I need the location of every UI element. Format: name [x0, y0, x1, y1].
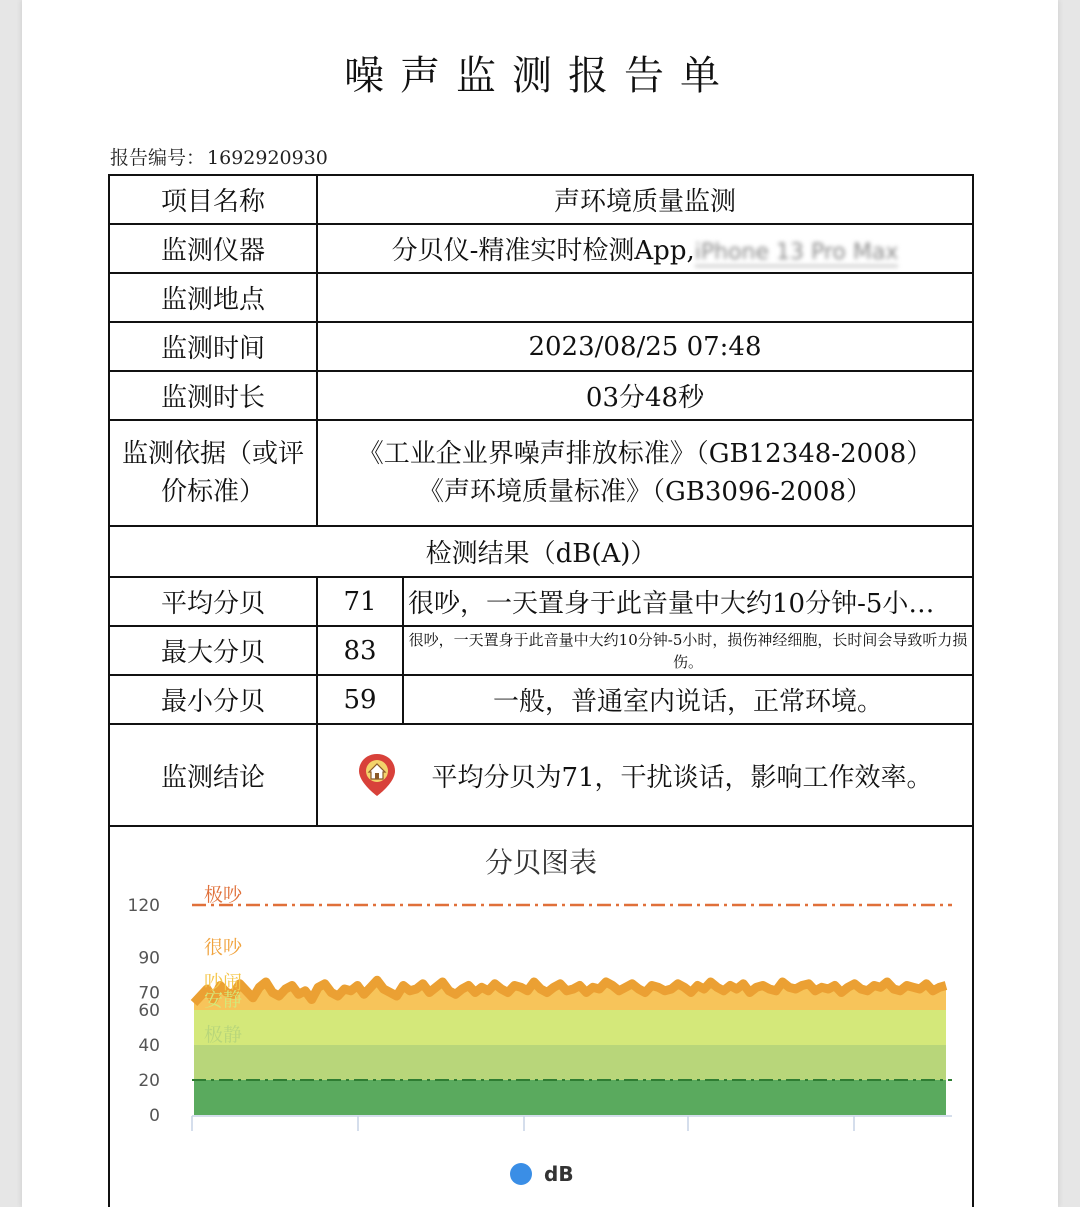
conclusion-label: 监测结论	[109, 724, 317, 826]
legend-label: dB	[544, 1162, 574, 1186]
y-tick-label-90: 90	[138, 948, 160, 969]
home-location-pin-icon	[357, 752, 397, 798]
location-value	[317, 273, 973, 322]
row-result-min	[109, 675, 973, 724]
result-min-label: 最小分贝	[109, 675, 317, 724]
zone-label-60: 安静	[204, 989, 243, 1011]
y-tick-label-120: 120	[127, 896, 160, 916]
y-tick-label-20: 20	[138, 1071, 160, 1091]
result-max-desc: 很吵，一天置身于此音量中大约10分钟-5小时，损伤神经细胞，长时间会导致听力损伤。	[403, 626, 973, 675]
zone-label-40: 极静	[204, 1024, 243, 1046]
result-max-value: 83	[317, 626, 403, 675]
band-base	[194, 1080, 946, 1115]
row-location	[109, 273, 973, 322]
chart-legend[interactable]	[510, 1162, 574, 1186]
row-result-avg	[109, 577, 973, 626]
y-tick-label-0: 0	[149, 1106, 160, 1126]
results-header: 检测结果（dB(A)）	[109, 526, 973, 577]
instrument-label: 监测仪器	[109, 224, 317, 273]
y-tick-label-60: 60	[138, 1001, 160, 1021]
row-basis	[109, 420, 973, 526]
duration-value: 03分48秒	[317, 371, 973, 420]
location-label: 监测地点	[109, 273, 317, 322]
report-number-label: 报告编号：	[110, 147, 206, 169]
row-results-header	[109, 526, 973, 577]
basis-standard-2: 《声环境质量标准》（GB3096-2008）	[418, 477, 872, 507]
chart-title: 分贝图表	[485, 846, 598, 879]
basis-value	[317, 420, 973, 526]
band-20-40	[194, 1045, 946, 1080]
time-value: 2023/08/25 07:48	[317, 322, 973, 371]
duration-label: 监测时长	[109, 371, 317, 420]
instrument-device: iPhone 13 Pro Max	[694, 240, 899, 265]
report-number	[108, 143, 328, 170]
result-avg-label: 平均分贝	[109, 577, 317, 626]
report-table	[108, 174, 974, 1207]
result-min-value: 59	[317, 675, 403, 724]
conclusion-value	[317, 724, 973, 826]
band-40-60	[194, 1010, 946, 1045]
y-tick-label-70: 70	[138, 983, 160, 1004]
result-avg-value: 71	[317, 577, 403, 626]
instrument-value	[317, 224, 973, 273]
y-tick-label-40: 40	[138, 1036, 160, 1056]
zone-label-70: 吵闹	[204, 971, 243, 994]
row-time	[109, 322, 973, 371]
legend-dot-icon	[510, 1163, 532, 1185]
report-number-value: 1692920930	[207, 147, 328, 169]
row-duration	[109, 371, 973, 420]
basis-standard-1: 《工业企业界噪声排放标准》（GB12348-2008）	[357, 439, 933, 469]
zone-label-90: 很吵	[204, 936, 243, 959]
time-label: 监测时间	[109, 322, 317, 371]
basis-label: 监测依据（或评价标准）	[109, 420, 317, 526]
chart-cell	[109, 826, 973, 1207]
row-chart	[109, 826, 973, 1207]
result-min-desc: 一般，普通室内说话，正常环境。	[403, 675, 973, 724]
row-instrument	[109, 224, 973, 273]
instrument-app: 分贝仪-精准实时检测App,	[391, 236, 695, 266]
report-title: 噪声监测报告单	[344, 53, 736, 99]
project-value: 声环境质量监测	[317, 175, 973, 224]
conclusion-text: 平均分贝为71，干扰谈话，影响工作效率。	[431, 762, 933, 793]
project-label: 项目名称	[109, 175, 317, 224]
row-result-max	[109, 626, 973, 675]
zone-label-120: 极吵	[204, 884, 243, 906]
row-project	[109, 175, 973, 224]
row-conclusion	[109, 724, 973, 826]
result-max-label: 最大分贝	[109, 626, 317, 675]
decibel-chart	[110, 827, 970, 1207]
result-avg-desc: 很吵，一天置身于此音量中大约10分钟-5小…	[403, 577, 973, 626]
